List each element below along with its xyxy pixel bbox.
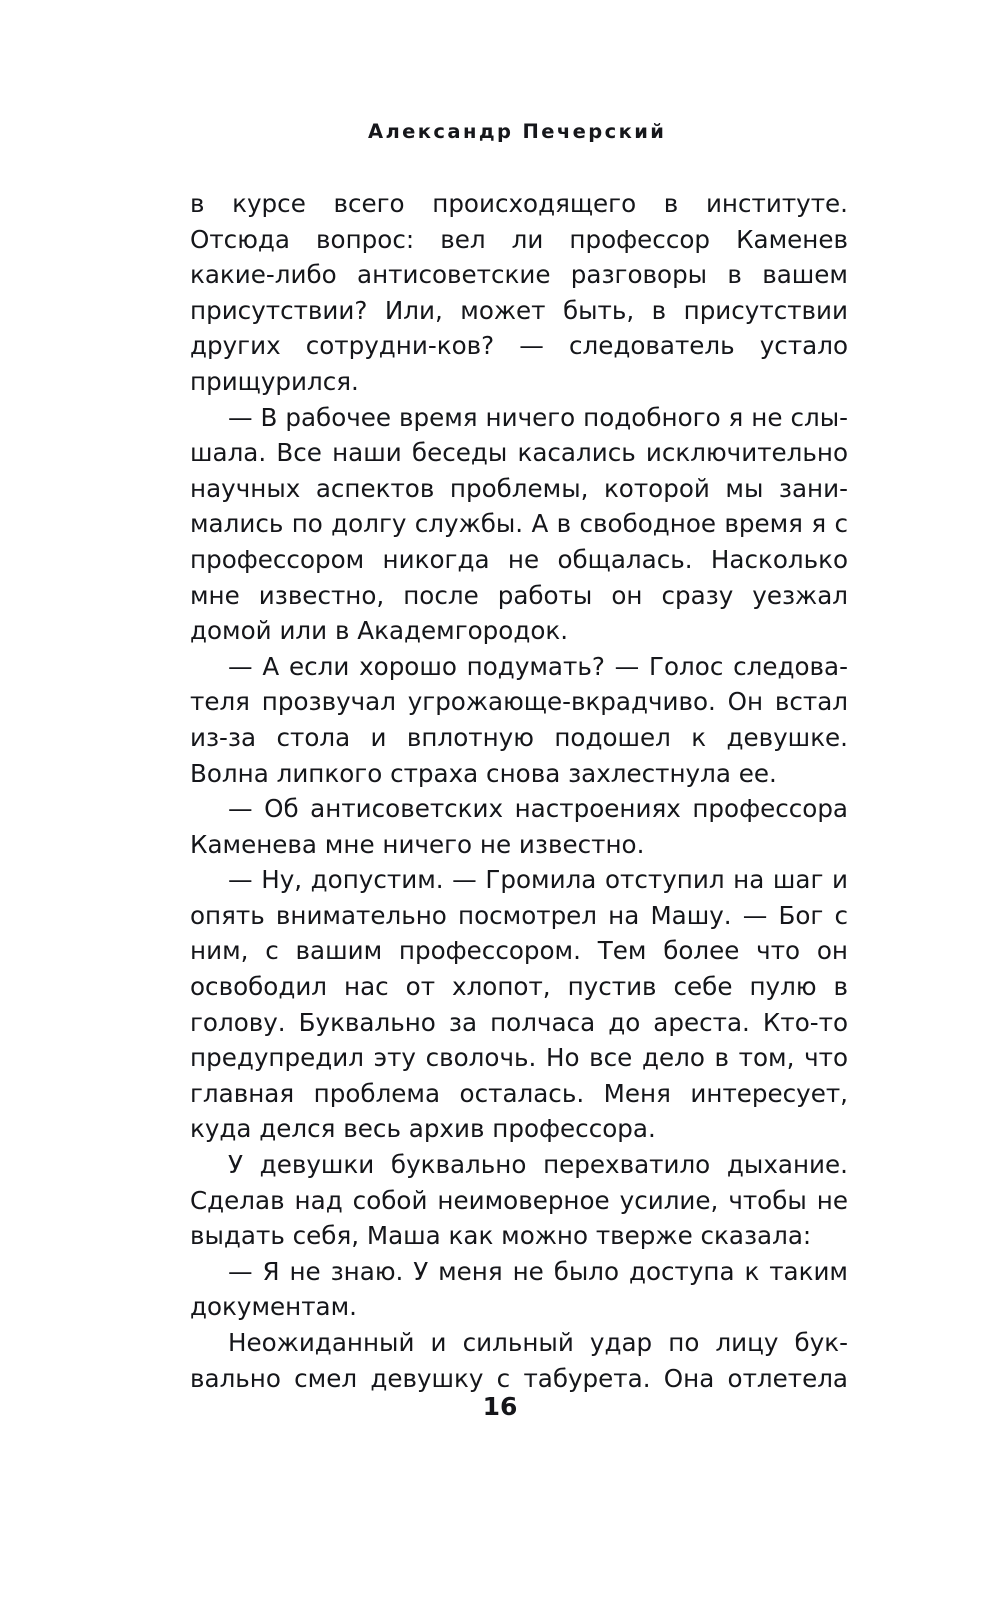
- body-text: [190, 186, 848, 1432]
- paragraph: — В рабочее время ничего подобного я не слы-шала. Все наши беседы касались исключительно научных аспектов проблемы, которой мы зани-мались по долгу службы. А в свободное время я с профессором никогда не общалась. Насколько мне известно, после работы он сразу уезжал домой или в Академгородок.: [190, 402, 848, 646]
- paragraph: — Я не знаю. У меня не было доступа к таким документам.: [190, 1256, 848, 1322]
- paragraph: У девушки буквально перехватило дыхание. Сделав над собой неимоверное усилие, чтобы не выдать себя, Маша как можно тверже сказала:: [190, 1150, 848, 1251]
- paragraph: в курсе всего происходящего в институте. Отсюда вопрос: вел ли профессор Каменев какие-либо антисоветские разговоры в вашем присутствии? Или, может быть, в присутствии других сотрудни-ков? — следователь устало прищурился.: [190, 189, 848, 396]
- paragraph: Неожиданный и сильный удар по лицу бук-вально смел девушку с табурета. Она отлетела: [190, 1328, 848, 1393]
- paragraph: — Ну, допустим. — Громила отступил на шаг и опять внимательно посмотрел на Машу. — Бог с ним, с вашим профессором. Тем более что он освободил нас от хлопот, пустив себе пулю в голову. Буквально за полчаса до ареста. Кто-то предупредил эту сволочь. Но все дело в том, что главная проблема осталась. Меня интересует, куда делся весь архив профессора.: [190, 865, 848, 1144]
- page-number: 16: [482, 1392, 518, 1421]
- paragraph: — Об антисоветских настроениях профессора Каменева мне ничего не известно.: [190, 794, 848, 859]
- running-head-author: Александр Печерский: [368, 120, 667, 143]
- paragraph: — А если хорошо подумать? — Голос следова-теля прозвучал угрожающе-вкрадчиво. Он встал из-за стола и вплотную подошел к девушке. Волна липкого страха снова захлестнула ее.: [190, 651, 848, 788]
